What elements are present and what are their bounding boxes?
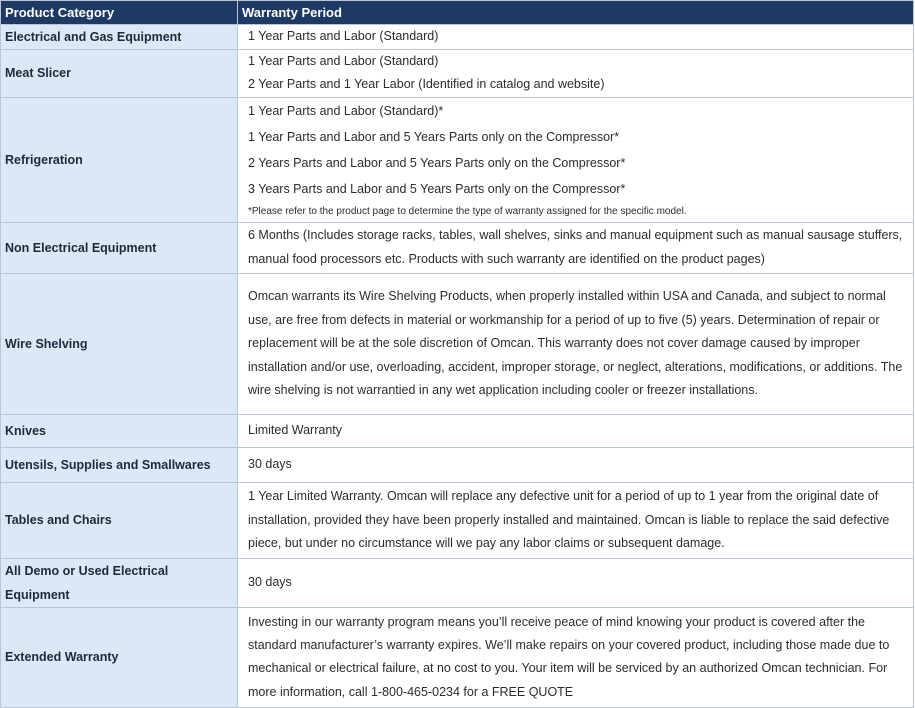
category-cell: All Demo or Used Electrical Equipment [1,558,238,607]
table-row [1,482,914,558]
warranty-line: 2 Year Parts and 1 Year Labor (Identified in catalog and website) [248,77,605,92]
table-row [1,50,914,98]
category-cell: Meat Slicer [1,50,238,98]
warranty-line: 2 Years Parts and Labor and 5 Years Parts only on the Compressor* [248,155,626,170]
warranty-line: 3 Years Parts and Labor and 5 Years Parts only on the Compressor* [248,181,626,196]
table-row [1,273,914,414]
warranty-cell [238,25,914,50]
warranty-footnote: *Please refer to the product page to determine the type of warranty assigned for the specific model. [248,205,687,217]
category-cell: Utensils, Supplies and Smallwares [1,447,238,482]
warranty-line: 1 Year Parts and Labor (Standard) [248,54,439,68]
warranty-cell: 6 Months (Includes storage racks, tables, wall shelves, sinks and manual equipment such as manual sausage stuffers, manual food processors etc. Products with such warranty are identified on the product pages) [238,222,914,273]
warranty-line: 1 Year Parts and Labor and 5 Years Parts only on the Compressor* [248,129,620,144]
warranty-cell [238,50,914,98]
category-cell: Refrigeration [1,97,238,222]
header-warranty-period: Warranty Period [238,1,914,25]
warranty-line: 1 Year Parts and Labor (Standard) [248,29,439,44]
category-cell: Electrical and Gas Equipment [1,25,238,50]
warranty-cell: Limited Warranty [238,414,914,447]
warranty-cell: 30 days [238,447,914,482]
warranty-cell: Investing in our warranty program means you’ll receive peace of mind knowing your product is covered after the standard manufacturer’s warranty expires. We’ll make repairs on your covered product, including those made due to mechanical or electrical failure, at no cost to you. Your item will be serviced by an authorized Omcan technician. For more information, call 1-800-465-0234 for a FREE QUOTE [238,607,914,707]
category-cell: Extended Warranty [1,607,238,707]
warranty-cell [238,97,914,222]
category-cell: Tables and Chairs [1,482,238,558]
table-row [1,414,914,447]
warranty-cell: Omcan warrants its Wire Shelving Products, when properly installed within USA and Canada, and subject to normal use, are free from defects in material or workmanship for a period of up to five (5) years. Determination of repair or replacement will be at the sole discretion of Omcan. This warranty does not cover damage caused by improper installation and/or use, overloading, accident, improper storage, or neglect, alterations, modifications, or additions. The wire shelving is not warrantied in any wet application including cooler or freezer installations. [238,273,914,414]
category-cell: Wire Shelving [1,273,238,414]
category-cell: Non Electrical Equipment [1,222,238,273]
table-header-row [1,1,914,25]
table-row [1,222,914,273]
header-product-category: Product Category [1,1,238,25]
table-row [1,97,914,222]
table-row [1,558,914,607]
table-row [1,25,914,50]
category-cell: Knives [1,414,238,447]
warranty-cell: 30 days [238,558,914,607]
warranty-line: 1 Year Parts and Labor (Standard)* [248,103,444,118]
table-row [1,447,914,482]
table-row [1,607,914,707]
warranty-cell: 1 Year Limited Warranty. Omcan will replace any defective unit for a period of up to 1 year from the original date of installation, provided they have been properly installed and maintained. Omcan is liable to replace the said defective piece, but under no circumstance will we pay any labor claims or subsequent damage. [238,482,914,558]
